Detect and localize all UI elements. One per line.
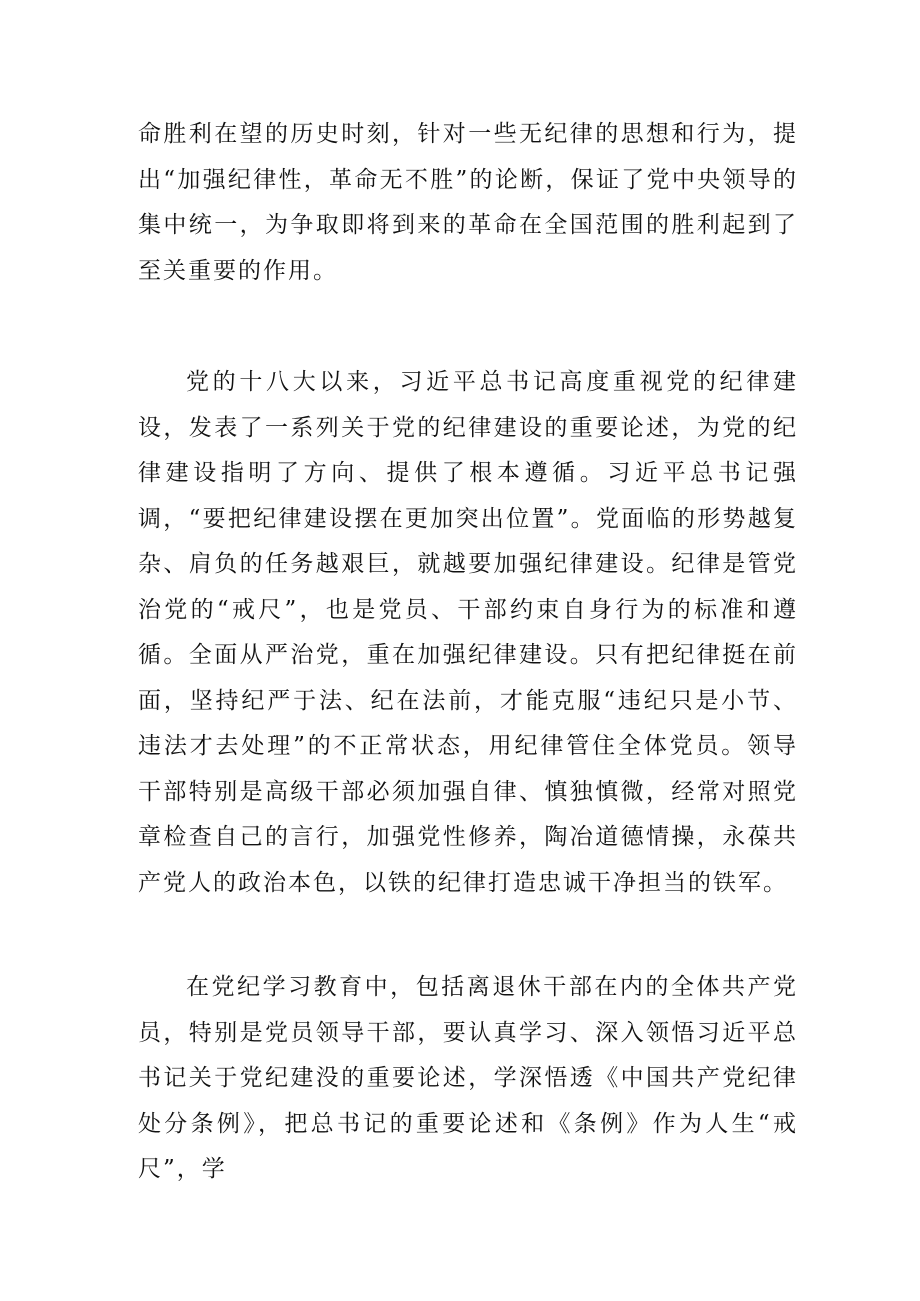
paragraph-2: 党的十八大以来，习近平总书记高度重视党的纪律建设，发表了一系列关于党的纪律建设的重要论述，为党的纪律建设指明了方向、提供了根本遵循。习近平总书记强调，“要把纪律建设摆在更加突出位置”。党面临的形势越复杂、肩负的任务越艰巨，就越要加强纪律建设。纪律是管党治党的“戒尺”，也是党员、干部约束自身行为的标准和遵循。全面从严治党，重在加强纪律建设。只有把纪律挺在前面，坚持纪严于法、纪在法前，才能克服“违纪只是小节、违法才去处理”的不正常状态，用纪律管住全体党员。领导干部特别是高级干部必须加强自律、慎独慎微，经常对照党章检查自己的言行，加强党性修养，陶冶道德情操，永葆共产党人的政治本色，以铁的纪律打造忠诚干净担当的铁军。 [138, 369, 798, 896]
paragraph-3: 在党纪学习教育中，包括离退休干部在内的全体共产党员，特别是党员领导干部，要认真学习、深入领悟习近平总书记关于党纪建没的重要论述，学深悟透《中国共产党纪律处分条例》，把总书记的重要论述和《条例》作为人生“戒尺”，学 [138, 974, 798, 1182]
paragraph-1: 命胜利在望的历史时刻，针对一些无纪律的思想和行为，提出“加强纪律性，革命无不胜”的论断，保证了党中央领导的集中统一，为争取即将到来的革命在全国范围的胜利起到了至关重要的作用。 [138, 121, 798, 284]
